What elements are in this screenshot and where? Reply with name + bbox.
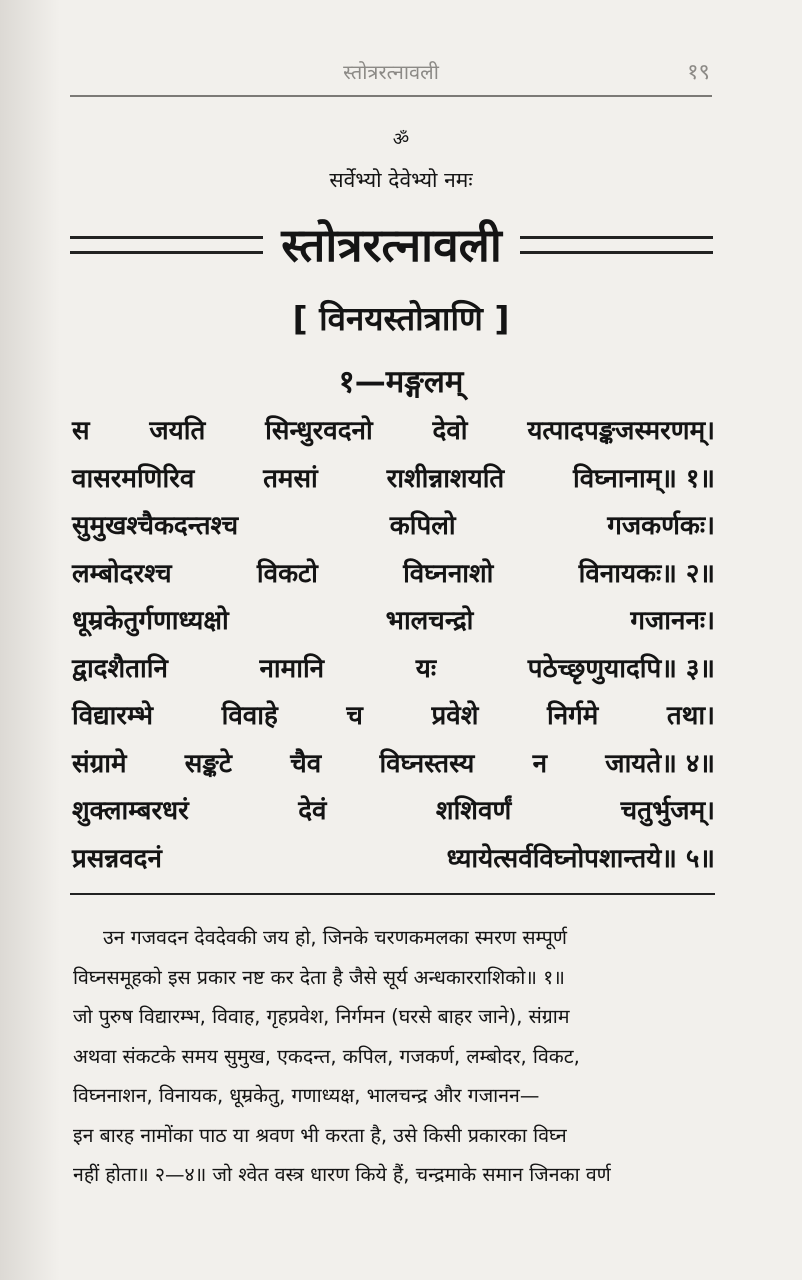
running-head: स्तोत्ररत्नावली [343,60,439,84]
verse-word: धूम्रकेतुर्गणाध्यक्षो [72,606,229,636]
verse-word: निर्गमे [546,701,599,731]
verse-word: ध्यायेत्सर्वविघ्नोपशान्तये॥ ५॥ [446,843,715,874]
verse-word: प्रवेशे [431,701,479,731]
verse-line [72,407,715,451]
title-left-double-rule [70,236,263,254]
verse-word: वासरमणिरिव [72,463,195,494]
verse-word: भालचन्द्रो [385,606,474,636]
verse-word: विघ्ननाशो [403,558,494,589]
verse-line [72,787,715,831]
verse-word: स [72,416,90,446]
verse-word: तमसां [263,463,318,494]
hindi-translation [73,918,715,1195]
verse-word: विघ्नानाम्॥ १॥ [573,463,715,494]
verse-word: गजाननः। [630,606,715,636]
book-title: स्तोत्ररत्नावली [281,218,502,272]
verse-word: जयति [149,416,206,446]
verse-word: सिन्धुरवदनो [265,416,373,446]
page-number: १९ [687,60,710,85]
verse-word: पठेच्छृणुयादपि॥ ३॥ [527,653,715,684]
verse-word: प्रसन्नवदनं [72,843,162,874]
section-subtitle: [ विनयस्तोत्राणि ] [292,299,510,338]
hymn-title: १—मङ्गलम् [338,364,464,400]
verse-word: विनायकः॥ २॥ [578,558,715,589]
verse-word: यत्पादपङ्कजस्मरणम्। [527,416,715,446]
translation-line: उन गजवदन देवदेवकी जय हो, जिनके चरणकमलका स्मरण सम्पूर्ण [103,926,567,949]
translation-line: अथवा संकटके समय सुमुख, एकदन्त, कपिल, गजकर्ण, लम्बोदर, विकट, [73,1044,580,1068]
verse-word: द्वादशैतानि [72,653,168,684]
verse-line [72,645,715,689]
verse-word: राशीन्नाशयति [386,463,505,494]
verse-line [72,835,715,879]
verse-word: न [532,748,548,779]
verse-word: तथा। [666,701,715,731]
verse-word: यः [415,653,437,684]
verse-word: सुमुखश्चैकदन्तश्च [72,511,239,541]
verse-line [72,692,715,736]
verse-word: चैव [290,748,322,779]
verse-line [72,740,715,784]
om-symbol: ॐ [392,129,410,150]
translation-line: जो पुरुष विद्यारम्भ, विवाह, गृहप्रवेश, निर्गमन (घरसे बाहर जाने), संग्राम [73,1005,570,1028]
verse-word: च [346,701,363,731]
title-right-double-rule [520,236,713,254]
verse-word: विद्यारम्भे [72,701,154,731]
verse-word: देवं [298,796,327,826]
verse-word: शशिवर्णं [435,796,512,826]
title-block [70,210,713,280]
invocation-line: सर्वेभ्यो देवेभ्यो नमः [329,168,473,192]
verse-line [72,455,715,499]
verse-word: कपिलो [389,511,456,541]
verse-word: लम्बोदरश्च [72,558,172,589]
verse-word: सङ्कटे [184,748,232,779]
verse-word: गजकर्णकः। [607,511,715,541]
verse-line [72,502,715,546]
section-divider-rule [70,893,715,895]
translation-line: नहीं होता॥ २—४॥ जो श्वेत वस्त्र धारण किये हैं, चन्द्रमाके समान जिनका वर्ण [73,1163,611,1186]
header-rule [70,95,712,97]
verse-word: शुक्लाम्बरधरं [72,796,189,826]
verse-word: चतुर्भुजम्। [620,796,715,826]
verse-word: विवाहे [221,701,278,731]
verse-word: विघ्नस्तस्य [379,748,475,779]
verse-word: नामानि [259,653,325,684]
verse-word: देवो [432,416,468,446]
verse-word: विकटो [256,558,318,589]
translation-line: विघ्नसमूहको इस प्रकार नष्ट कर देता है जैसे सूर्य अन्धकारराशिको॥ १॥ [73,965,565,989]
translation-line: विघ्ननाशन, विनायक, धूम्रकेतु, गणाध्यक्ष, भालचन्द्र और गजानन— [73,1084,540,1107]
verse-word: संग्रामे [72,748,127,779]
verse-line [72,597,715,641]
verse-word: जायते॥ ४॥ [605,748,715,779]
translation-line: इन बारह नामोंका पाठ या श्रवण भी करता है, उसे किसी प्रकारका विघ्न [73,1123,567,1147]
verse-line [72,550,715,594]
